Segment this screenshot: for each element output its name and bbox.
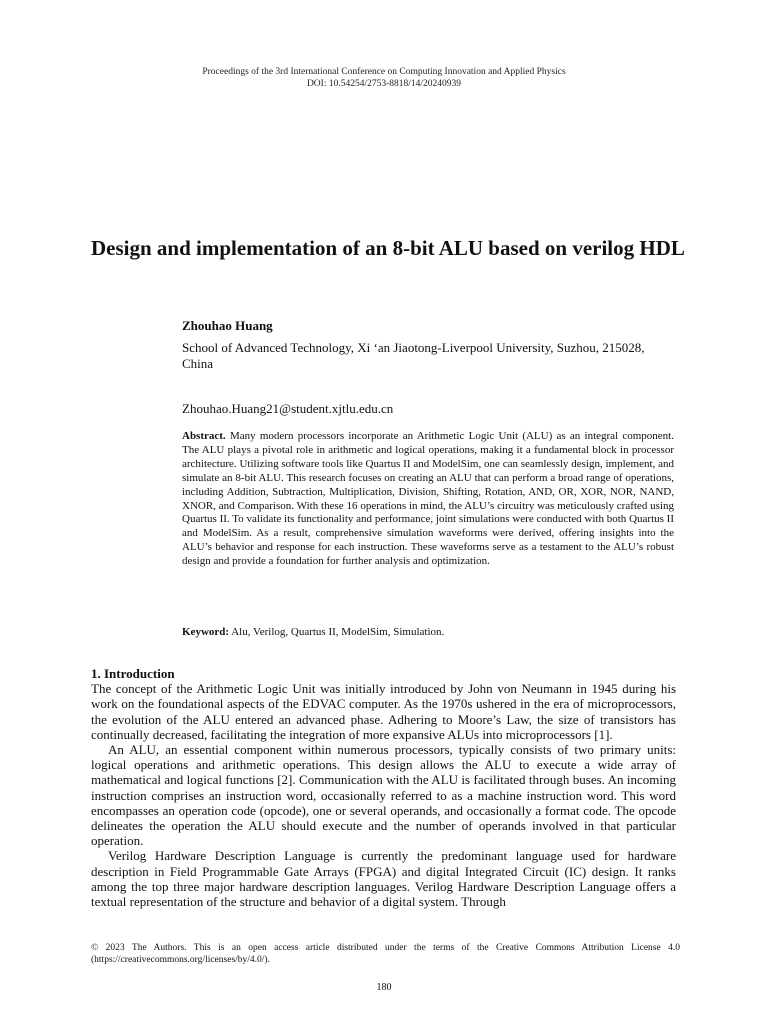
abstract-text: Many modern processors incorporate an Arithmetic Logic Unit (ALU) as an integral component. The ALU plays a pivotal role in arithmetic and logical operations, making it a fundamental block in processor architecture. Utilizing software tools like Quartus II and ModelSim, one can seamlessly design, implement, and simulate an 8-bit ALU. This research focuses on creating an ALU that can perform a broad range of operations, including Addition, Subtraction, Multiplication, Division, Shifting, Rotation, AND, OR, XOR, NOR, NAND, XNOR, and Comparison. With these 16 operations in mind, the ALU’s circuitry was meticulously crafted using Quartus II. To validate its functionality and performance, joint simulations were conducted with both Quartus II and ModelSim. As a result, comprehensive simulation waveforms were derived, offering insights into the ALU’s behavior and response for each instruction. These waveforms serve as a testament to the ALU’s robust design and provide a foundation for further analysis and optimization.: [182, 430, 674, 568]
author-name: Zhouhao Huang: [182, 318, 273, 333]
keywords-text: Alu, Verilog, Quartus II, ModelSim, Simulation.: [231, 626, 445, 638]
abstract-label: Abstract.: [182, 430, 226, 442]
keywords-label: Keyword:: [182, 626, 230, 638]
intro-paragraph-2: An ALU, an essential component within numerous processors, typically consists of two primary units: logical operations and arithmetic operations. This design allows the ALU to execute a wide array of mathematical and logical functions [2]. Communication with the ALU is facilitated through buses. An incoming instruction comprises an instruction word, occasionally referred to as a machine instruction word. This word encompasses an operation code (opcode), one or several operands, and occasionally a format code. The opcode delineates the operation the ALU should execute and the number of operands involved in that particular operation.: [91, 742, 676, 849]
introduction-section: [91, 666, 676, 909]
author-affiliation: School of Advanced Technology, Xi ‘an Jiaotong-Liverpool University, Suzhou, 215028, China: [182, 340, 645, 371]
paper-title: Design and implementation of an 8-bit ALU based on verilog HDL: [91, 236, 685, 260]
intro-paragraph-1: The concept of the Arithmetic Logic Unit was initially introduced by John von Neumann in 1945 during his work on the foundational aspects of the EDVAC computer. As the 1970s ushered in the era of microprocessors, the evolution of the ALU entered an advanced phase. Adhering to Moore’s Law, the size of transistors has continually decreased, facilitating the integration of more expansive ALUs into microprocessors [1].: [91, 681, 676, 742]
header-conference: Proceedings of the 3rd International Conference on Computing Innovation and Applied Physics: [202, 67, 566, 77]
header-doi: DOI: 10.54254/2753-8818/14/20240939: [306, 78, 462, 89]
abstract: [182, 430, 674, 569]
keywords: [182, 626, 674, 638]
proceedings-header: [0, 67, 768, 90]
section-heading: 1. Introduction: [91, 666, 175, 681]
intro-paragraph-3: Verilog Hardware Description Language is currently the predominant language used for hardware description in Field Programmable Gate Arrays (FPGA) and digital Integrated Circuit (IC) design. It ranks among the top three major hardware description languages. Verilog Hardware Description Language offers a textual representation of the structure and behavior of a digital system. Through: [91, 848, 676, 910]
license-footnote: © 2023 The Authors. This is an open access article distributed under the terms of the Creative Commons Attribution License 4.0 (https://creativecommons.org/licenses/by/4.0/).: [91, 943, 680, 965]
author-email[interactable]: Zhouhao.Huang21@student.xjtlu.edu.cn: [182, 401, 394, 416]
page-number: 180: [376, 982, 392, 993]
